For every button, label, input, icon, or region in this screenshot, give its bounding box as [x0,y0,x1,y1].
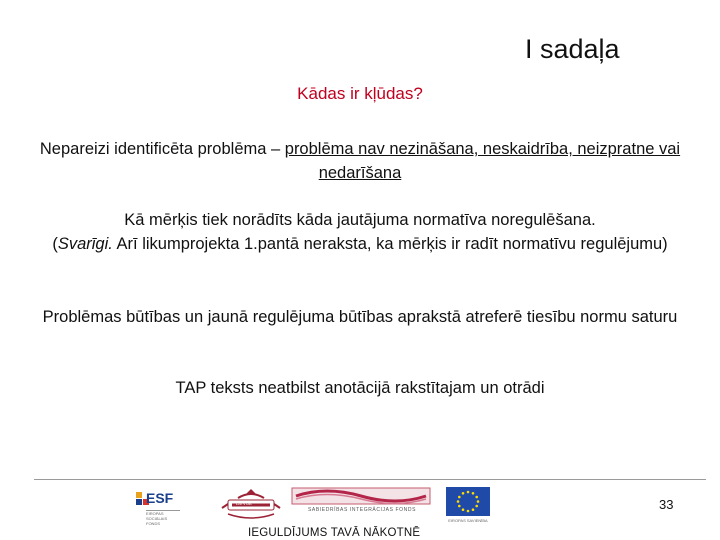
fund-logo-text: SABIEDRĪBAS INTEGRĀCIJAS FONDS [307,507,417,513]
question-heading: Kādas ir kļūdas? [297,84,423,103]
page-number: 33 [659,497,674,512]
error-item-2 [30,208,690,256]
esf-logo [134,486,186,526]
esf-caption: EIROPAS SOCIĀLAIS FONDS [146,510,180,520]
fund-logo-icon [290,486,432,526]
error-item-1 [30,137,690,185]
error-item-2-note: Arī likumprojekta 1.pantā neraksta, ka mērķis ir radīt normatīvu regulējumu) [112,235,668,253]
error-item-1-text: Nepareizi identificēta problēma – [39,140,285,158]
latvija-logo-text: LATVIJA [236,501,252,506]
error-item-4: TAP teksts neatbilst anotācijā rakstītajam un otrādi [175,379,545,397]
fund-logo [290,486,432,526]
error-item-3: Problēmas būtības un jaunā regulējuma būtības aprakstā atreferē tiesību normu saturu [42,308,678,326]
error-item-2-note-label: Svarīgi. [57,235,113,253]
eu-logo [444,486,492,526]
footer-divider [34,479,706,480]
esf-square-icon [136,499,142,505]
eu-caption: EIROPAS SAVIENĪBA [448,518,488,523]
error-item-2-paren: ( [52,235,58,253]
eu-stars-icon [446,487,490,516]
section-title: I sadaļa [525,34,620,64]
latvija-emblem-icon [218,486,284,526]
esf-square-icon [136,492,142,498]
footer-slogan: IEGULDĪJUMS TAVĀ NĀKOTNĒ [248,527,421,539]
error-item-1-underlined: problēma nav nezināšana, neskaidrība, neizpratne vai nedarīšana [284,140,681,182]
latvija-logo [218,486,284,526]
eu-flag-icon [446,487,490,516]
esf-logo-text: ESF [146,490,174,506]
footer-logos [134,486,496,526]
error-item-2-text: Kā mērķis tiek norādīts kāda jautājuma normatīva noregulēšana. [124,211,596,229]
